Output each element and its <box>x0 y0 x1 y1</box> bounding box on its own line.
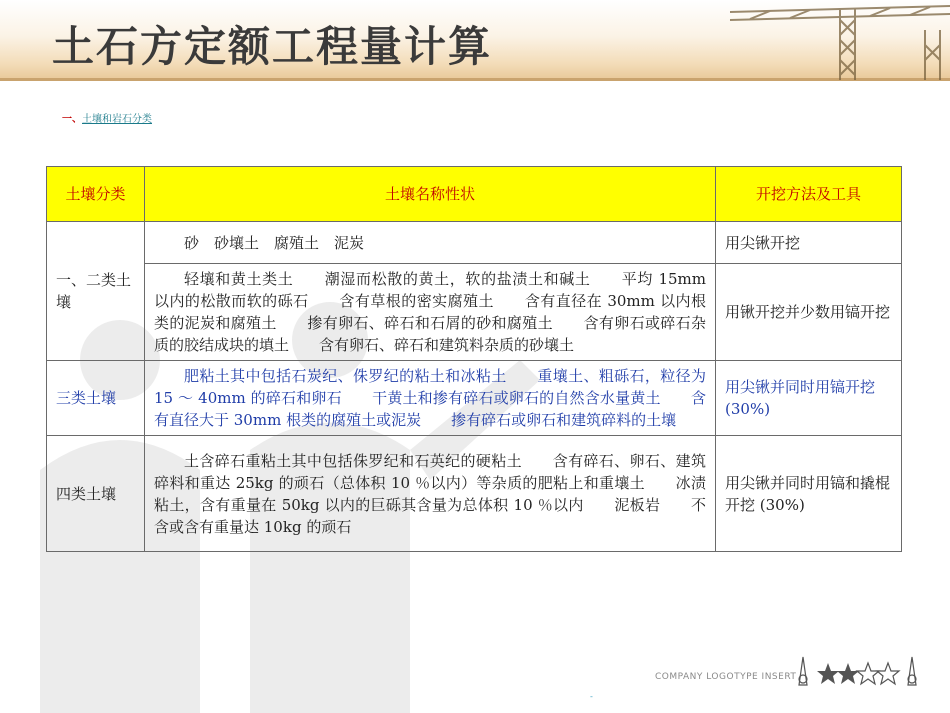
crane-icon <box>690 0 950 80</box>
column-header-category: 土壤分类 <box>47 167 145 222</box>
category-cell: 四类土壤 <box>47 436 145 552</box>
column-header-description: 土壤名称性状 <box>145 167 716 222</box>
column-header-tool: 开挖方法及工具 <box>716 167 902 222</box>
page-marker: - <box>590 692 593 701</box>
table-header-row <box>47 167 902 222</box>
company-logotype: COMPANY LOGOTYPE INSERT <box>655 672 797 682</box>
page-title: 土石方定额工程量计算 <box>52 22 493 71</box>
tool-cell: 用锹开挖并少数用镐开挖 <box>716 264 902 361</box>
table-row <box>47 436 902 552</box>
table-row <box>47 361 902 436</box>
table-row <box>47 264 902 361</box>
section-link[interactable]: 土壤和岩石分类 <box>82 114 152 125</box>
soil-classification-table <box>46 166 902 552</box>
section-heading <box>62 110 152 125</box>
tool-cell: 用尖锹开挖 <box>716 222 902 264</box>
category-cell: 一、二类土壤 <box>47 222 145 361</box>
section-number: 一、 <box>62 114 82 125</box>
star-rating-icon <box>795 655 920 689</box>
description-cell: 肥粘土其中包括石炭纪、侏罗纪的粘土和冰粘土 重壤土、粗砾石，粒径为 15 ～ 40mm 的碎石和卵石 干黄土和掺有碎石或卵石的自然含水量黄土 含有直径大于 30mm 根类的腐殖土或泥炭 掺有碎石或卵石和建筑碎料的土壤 <box>145 361 716 436</box>
description-cell: 轻壤和黄土类土 潮湿而松散的黄土，软的盐渍土和碱土 平均 15mm 以内的松散而软的砾石 含有草根的密实腐殖土 含有直径在 30mm 以内根类的泥炭和腐殖土 掺有卵石、碎石和石屑的砂和腐殖土 含有卵石或碎石杂质的胶结成块的填土 含有卵石、碎石和建筑料杂质的砂壤土 <box>145 264 716 361</box>
description-cell: 土含碎石重粘土其中包括侏罗纪和石英纪的硬粘土 含有碎石、卵石、建筑碎料和重达 25kg 的顽石（总体积 10 ％以内）等杂质的肥粘上和重壤土 冰渍粘土，含有重量在 50kg 以内的巨砾其含量为总体积 10 ％以内 泥板岩 不含或含有重量达 10kg 的顽石 <box>145 436 716 552</box>
description-cell: 砂 砂壤土 腐殖土 泥炭 <box>145 222 716 264</box>
tool-cell: 用尖锹并同时用镐开挖 (30%) <box>716 361 902 436</box>
tool-cell: 用尖锹并同时用镐和撬棍开挖 (30%) <box>716 436 902 552</box>
category-cell: 三类土壤 <box>47 361 145 436</box>
table-row <box>47 222 902 264</box>
